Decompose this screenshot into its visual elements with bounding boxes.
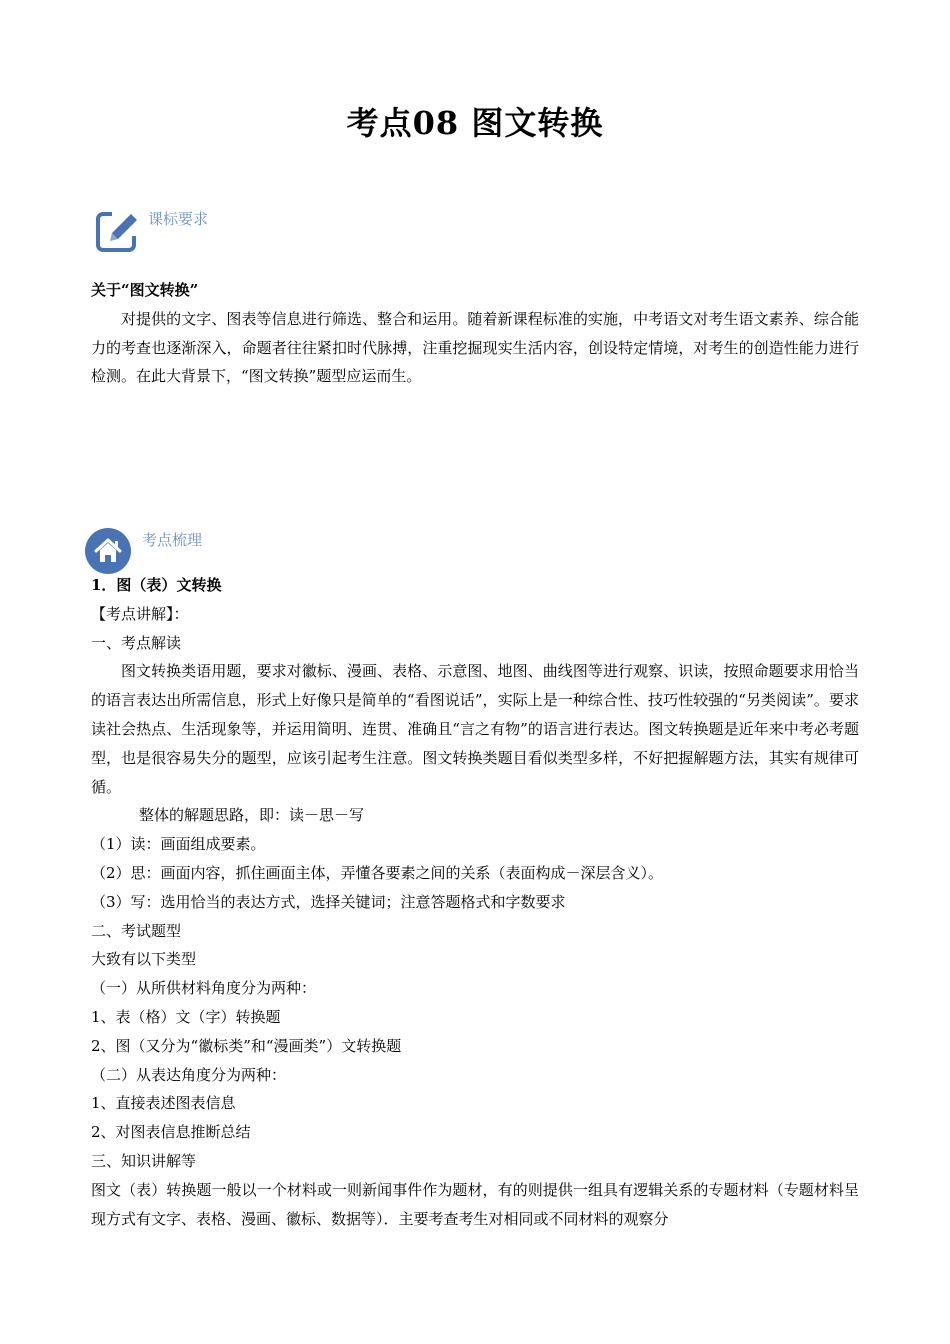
about-paragraph: 对提供的文字、图表等信息进行筛选、整合和运用。随着新课程标准的实施，中考语文对考生语文素养、综合能力的考查也逐渐深入，命题者往往紧扣时代脉搏，注重挖掘现实生活内容，创设特定情境，对考生的创造性能力进行检测。在此大背景下，“图文转换”题型应运而生。	[91, 309, 859, 386]
body-line: 2、图（又分为“徽标类”和“漫画类”）文转换题	[91, 1036, 402, 1055]
body-line: （一）从所供材料角度分为两种：	[91, 979, 317, 998]
about-heading: 关于“图文转换”	[91, 281, 199, 299]
body-line: （2）思：画面内容，抓住画面主体，弄懂各要素之间的关系（表面构成－深层含义）。	[91, 863, 664, 882]
body-line: 2、对图表信息推断总结	[91, 1123, 251, 1142]
section-label-standards: 课标要求	[148, 210, 209, 228]
topic-heading: 1．图（表）文转换	[91, 576, 222, 594]
body-section	[91, 571, 859, 1233]
body-line: 大致有以下类型	[91, 950, 197, 969]
body-paragraph: 图文（表）转换题一般以一个材料或一则新闻事件作为题材，有的则提供一组具有逻辑关系的专题材料（专题材料呈现方式有文字、表格、漫画、徽标、数据等）．主要考查考生对相同或不同材料的观察分	[91, 1180, 859, 1228]
section-header-standards	[94, 208, 208, 260]
body-line: 整体的解题思路，即：读－思－写	[139, 806, 365, 825]
body-line: 1、表（格）文（字）转换题	[91, 1007, 281, 1026]
body-line: 一、考点解读	[91, 633, 182, 652]
body-line: （1）读：画面组成要素。	[91, 835, 266, 854]
body-paragraph: 图文转换类语用题，要求对徽标、漫画、表格、示意图、地图、曲线图等进行观察、识读，按照命题要求用恰当的语言表达出所需信息，形式上好像只是简单的“看图说话”，实际上是一种综合性、技巧性较强的“另类阅读”。要求读社会热点、生活现象等，并运用简明、连贯、准确且“言之有物”的语言进行表达。图文转换题是近年来中考必考题型，也是很容易失分的题型，应该引起考生注意。图文转换类题目看似类型多样，不好把握解题方法，其实有规律可循。	[91, 662, 859, 796]
body-line: 二、考试题型	[91, 921, 182, 940]
section-label-review: 考点梳理	[142, 531, 203, 549]
body-line: 1、直接表述图表信息	[91, 1094, 236, 1113]
about-section	[91, 276, 859, 391]
body-line: 【考点讲解】：	[91, 604, 189, 623]
body-line: （二）从表达角度分为两种：	[91, 1065, 287, 1084]
body-line: 三、知识讲解等	[91, 1151, 197, 1170]
page-title: 考点08 图文转换	[346, 104, 604, 142]
body-line: （3）写：选用恰当的表达方式，选择关键词；注意答题格式和字数要求	[91, 892, 566, 911]
edit-icon	[94, 208, 142, 260]
